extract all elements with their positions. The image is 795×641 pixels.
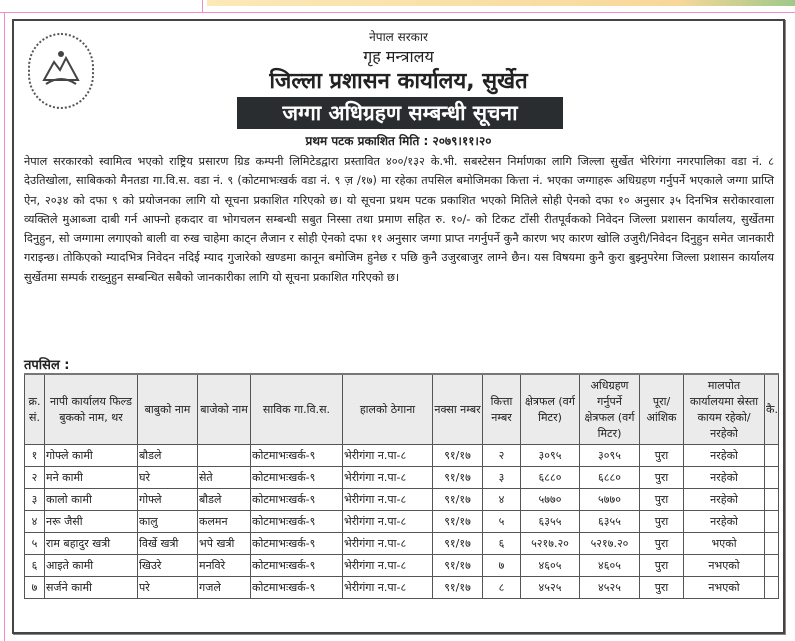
table-cell: पुरा	[640, 533, 684, 555]
table-cell	[765, 467, 779, 489]
ministry-name: गृह मन्त्रालय	[363, 47, 434, 66]
table-cell: सर्जने कामी	[45, 577, 138, 599]
table-cell: भेरीगंगा न.पा-८	[343, 467, 433, 489]
table-cell: बौडले	[138, 445, 198, 467]
table-cell: विर्खे खत्री	[138, 533, 198, 555]
page-divider-vertical	[202, 0, 203, 12]
table-cell: कोटमाभःखर्क-९	[251, 445, 343, 467]
table-cell: ३	[483, 467, 521, 489]
column-header: बाबुको नाम	[138, 374, 198, 445]
table-cell: घरे	[138, 467, 198, 489]
table-cell: आइते कामी	[45, 555, 138, 577]
office-name: जिल्ला प्रशासन कार्यालय, सुर्खेत	[269, 69, 528, 94]
table-cell: २	[483, 445, 521, 467]
table-cell: ९१/१७	[433, 533, 483, 555]
table-cell: कालो कामी	[45, 489, 138, 511]
table-cell: ६	[483, 533, 521, 555]
column-header: क्षेत्रफल (वर्ग मिटर)	[521, 374, 580, 445]
table-cell: ३	[25, 489, 45, 511]
notice-title: जग्गा अधिग्रहण सम्बन्धी सूचना	[237, 97, 563, 129]
table-cell: मनविरे	[198, 555, 251, 577]
table-cell: पुरा	[640, 467, 684, 489]
published-date: प्रथम पटक प्रकाशित मिति : २०७९।११।२०	[305, 134, 492, 148]
table-cell: कोटमाभःखर्क-९	[251, 555, 343, 577]
table-row	[25, 533, 779, 555]
table-cell: ३०९५	[580, 445, 640, 467]
table-cell: ४६०५	[580, 555, 640, 577]
table-cell: ६३५५	[580, 511, 640, 533]
table-row	[25, 445, 779, 467]
table-cell: कोटमाभःखर्क-९	[251, 533, 343, 555]
table-cell: ६८८०	[521, 467, 580, 489]
table-cell: ९१/१७	[433, 489, 483, 511]
table-cell	[198, 445, 251, 467]
table-row	[25, 489, 779, 511]
table-cell: पुरा	[640, 511, 684, 533]
column-header: पूरा/ आंशिक	[640, 374, 684, 445]
table-cell: भपे खत्री	[198, 533, 251, 555]
table-cell: ६८८०	[580, 467, 640, 489]
column-header: नापी कार्यालय फिल्ड बुकको नाम, थर	[45, 374, 138, 445]
table-cell: मने कामी	[45, 467, 138, 489]
table-cell: ५७७०	[580, 489, 640, 511]
column-header: क्र. सं.	[25, 374, 45, 445]
table-cell: राम बहादुर खत्री	[45, 533, 138, 555]
table-cell: बौडले	[198, 489, 251, 511]
table-cell: ९१/१७	[433, 445, 483, 467]
table-cell: पुरा	[640, 555, 684, 577]
table-cell	[765, 555, 779, 577]
column-header: अधिग्रहण गर्नुपर्ने क्षेत्रफल (वर्ग मिटर)	[580, 374, 640, 445]
table-cell: ३०९५	[521, 445, 580, 467]
table-cell: नभएको	[684, 577, 765, 599]
table-cell: १	[25, 445, 45, 467]
table-cell: नरहेको	[684, 467, 765, 489]
page-margin-line	[4, 12, 5, 641]
column-header: बाजेको नाम	[198, 374, 251, 445]
table-cell	[765, 533, 779, 555]
table-cell: कलमन	[198, 511, 251, 533]
column-header: नक्सा नम्बर	[433, 374, 483, 445]
table-cell: ५	[483, 511, 521, 533]
table-cell: भेरीगंगा न.पा-८	[343, 489, 433, 511]
table-cell: कोटमाभःखर्क-९	[251, 577, 343, 599]
table-cell: पुरा	[640, 577, 684, 599]
table-cell: गोफ्ले	[138, 489, 198, 511]
table-cell: ६	[25, 555, 45, 577]
table-cell	[765, 445, 779, 467]
table-cell: ९१/१७	[433, 467, 483, 489]
table-cell: कोटमाभःखर्क-९	[251, 467, 343, 489]
table-cell: कोटमाभःखर्क-९	[251, 489, 343, 511]
table-cell: सेते	[198, 467, 251, 489]
table-cell	[765, 511, 779, 533]
table-cell: खिउरे	[138, 555, 198, 577]
table-cell	[765, 489, 779, 511]
table-cell: ४५२५	[521, 577, 580, 599]
table-cell: नरू जैसी	[45, 511, 138, 533]
table-cell: ५२१७.२०	[521, 533, 580, 555]
table-cell: ५२१७.२०	[580, 533, 640, 555]
table-cell: कालु	[138, 511, 198, 533]
government-name: नेपाल सरकार	[369, 30, 428, 44]
table-cell: ७	[25, 577, 45, 599]
table-cell: भेरीगंगा न.पा-८	[343, 555, 433, 577]
table-cell: नभएको	[684, 555, 765, 577]
table-cell: कोटमाभःखर्क-९	[251, 511, 343, 533]
table-cell: ४५२५	[580, 577, 640, 599]
table-cell: ४	[25, 511, 45, 533]
table-cell: ९१/१७	[433, 511, 483, 533]
table-cell: पुरा	[640, 489, 684, 511]
column-header: कै.	[765, 374, 779, 445]
table-cell: गजले	[198, 577, 251, 599]
page-divider	[0, 12, 795, 13]
table-header-row	[25, 374, 779, 445]
table-cell: भएको	[684, 533, 765, 555]
notice-document	[12, 19, 785, 634]
table-cell: भेरीगंगा न.पा-८	[343, 511, 433, 533]
notice-body: नेपाल सरकारको स्वामित्व भएको राष्ट्रिय प्रसारण ग्रिड कम्पनी लिमिटेडद्वारा प्रस्तावित ४००/१३२ के.भी. सबस्टेसन निर्माणका लागि जिल्ला सुर्खेत भेरिगंगा नगरपालिका वडा नं. ८ देउतिखोला, साबिकको मैनतडा गा.वि.स. वडा नं. ९ (कोटमाभःखर्क वडा नं. ९ ज़ /१७) मा रहेका तपसिल बमोजिमका कित्ता नं. भएका जग्गाहरू अधिग्रहण गर्नुपर्ने भएकाले जग्गा प्राप्ति ऐन, २०३४ को दफा ९ को प्रयोजनका लागि यो सूचना प्रकाशित गरिएको छ। यो सूचना प्रथम पटक प्रकाशित भएको मितिले सोही ऐनको दफा १० अनुसार ३५ दिनभित्र सरोकारवाला व्यक्तिले मुआब्जा दाबी गर्न आफ्नो हकदार वा भोगचलन सम्बन्धी सबुत निस्सा तथा प्रमाण सहित रु. १०/- को टिकट टाँसी रीतपूर्वकको निवेदन जिल्ला प्रशासन कार्यालय, सुर्खेतमा दिनुहुन, सो जग्गामा लगाएको बाली वा रुख चाहेमा काट्न लैजान र सोही ऐनको दफा ११ अनुसार जग्गा प्राप्त नगर्नुपर्ने कुनै कारण भए कारण खोलि उजुरी/निवेदन दिनुहुन समेत जानकारी गराइन्छ। तोकिएको म्यादभित्र निवेदन नदिई म्याद गुजारेको खण्डमा कानून बमोजिम हुनेछ र पछि कुनै उजुरबाजुर लाग्ने छैन। यस विषयमा कुनै कुरा बुझ्नुपरेमा जिल्ला प्रशासन कार्यालय सुर्खेतमा सम्पर्क राख्नुहुन सम्बन्धित सबैको जानकारीका लागि यो सूचना प्रकाशित गरिएको छ।	[24, 155, 774, 284]
table-row	[25, 511, 779, 533]
table-row	[25, 555, 779, 577]
table-cell: २	[25, 467, 45, 489]
table-cell: नरहेको	[684, 511, 765, 533]
top-banner-strip	[207, 0, 795, 6]
table-cell: ९१/१७	[433, 555, 483, 577]
schedule-label: तपसिल :	[24, 358, 70, 373]
table-cell: ४	[483, 489, 521, 511]
table-cell: भेरीगंगा न.पा-८	[343, 445, 433, 467]
table-cell: ५७७०	[521, 489, 580, 511]
table-cell: नरहेको	[684, 445, 765, 467]
table-cell: भेरीगंगा न.पा-८	[343, 577, 433, 599]
table-cell: ७	[483, 555, 521, 577]
table-cell: नरहेको	[684, 489, 765, 511]
column-header: साविक गा.वि.स.	[251, 374, 343, 445]
table-cell: ६३५५	[521, 511, 580, 533]
table-row	[25, 467, 779, 489]
table-cell: गोफ्ले कामी	[45, 445, 138, 467]
column-header: हालको ठेगाना	[343, 374, 433, 445]
table-cell: ८	[483, 577, 521, 599]
table-row	[25, 577, 779, 599]
table-cell	[765, 577, 779, 599]
table-cell: पुरा	[640, 445, 684, 467]
column-header: कित्ता नम्बर	[483, 374, 521, 445]
table-cell: परे	[138, 577, 198, 599]
table-cell: भेरीगंगा न.पा-८	[343, 533, 433, 555]
table-cell: ४६०५	[521, 555, 580, 577]
table-cell: ५	[25, 533, 45, 555]
land-schedule-table	[24, 373, 779, 599]
column-header: मालपोत कार्यालयमा स्रेस्ता कायम रहेको/नरहेको	[684, 374, 765, 445]
table-cell: ९१/१७	[433, 577, 483, 599]
